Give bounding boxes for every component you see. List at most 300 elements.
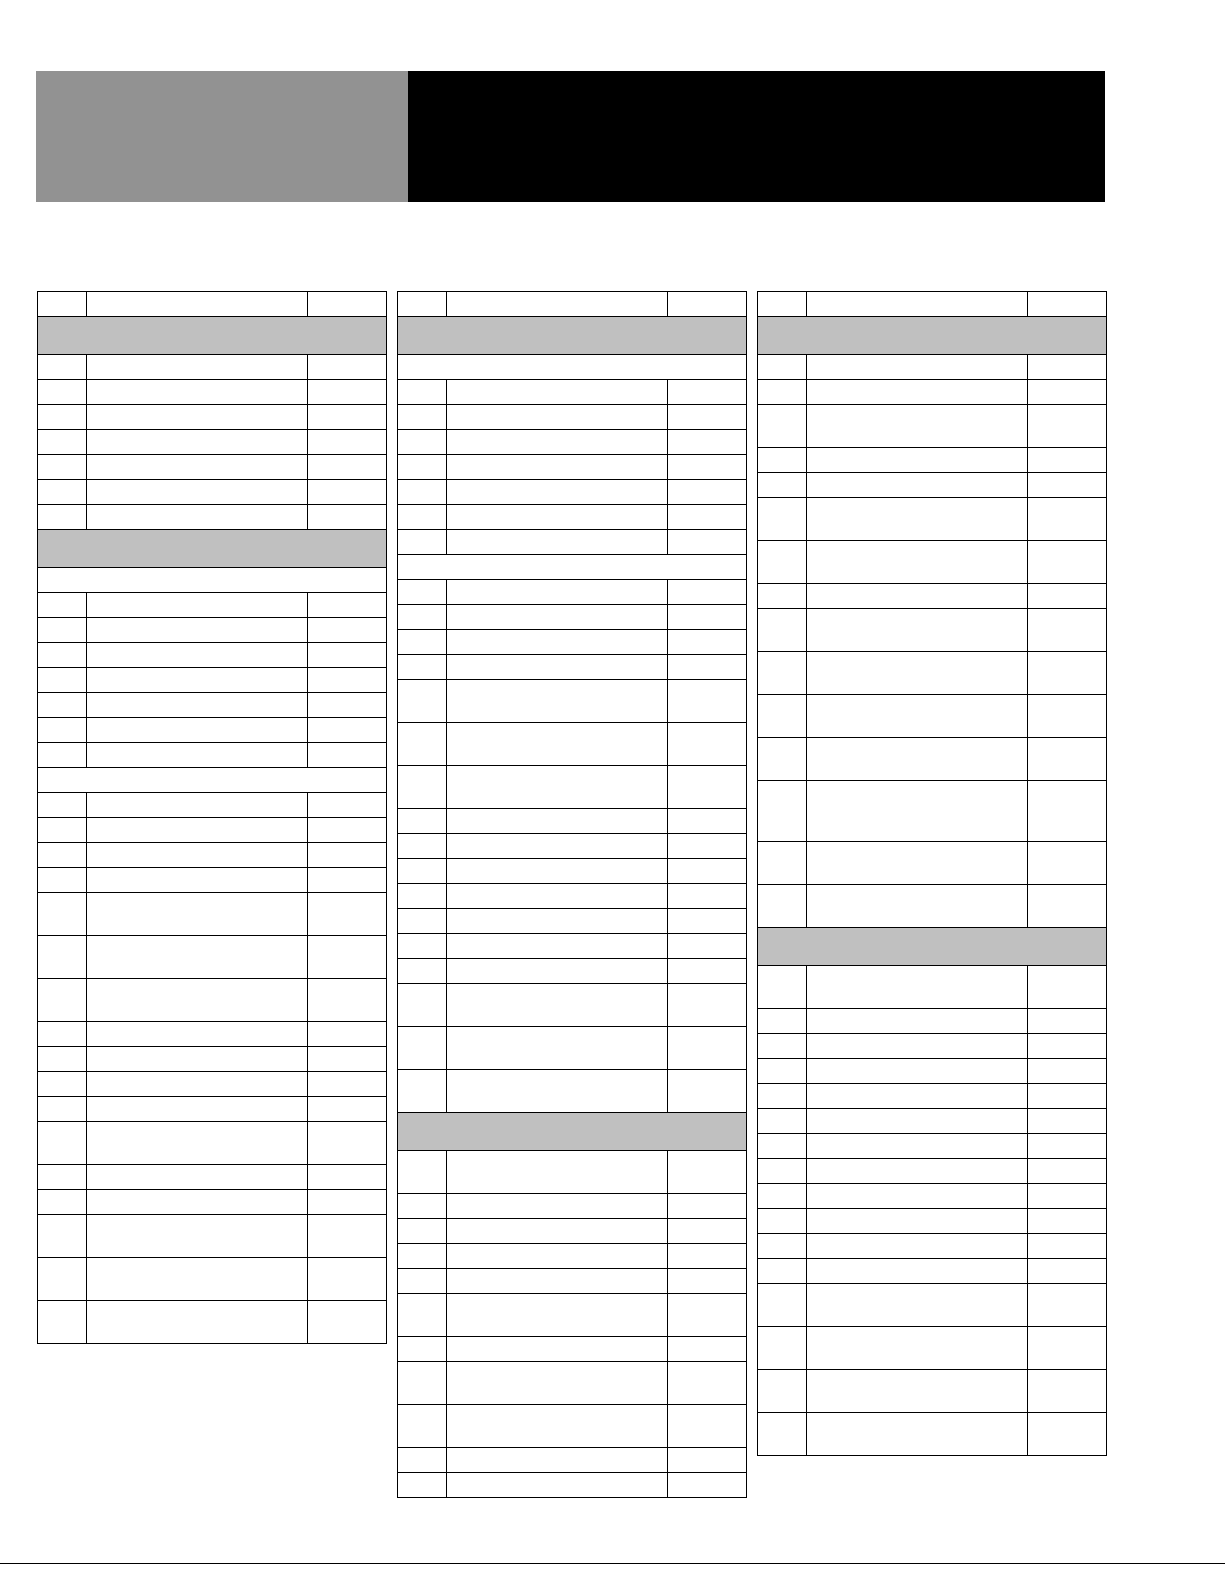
header-banner-gray: [36, 71, 408, 202]
table-row: [38, 843, 386, 868]
table-row: [38, 743, 386, 768]
table-row: [38, 430, 386, 455]
table-row: [38, 1165, 386, 1190]
table-cell: [398, 959, 447, 983]
table-row: [398, 1337, 746, 1362]
table-cell: [758, 695, 807, 737]
table-cell: [38, 1097, 87, 1121]
header-left-title: [36, 71, 408, 111]
table-row: [38, 405, 386, 430]
table-header-row: [398, 292, 746, 317]
table-cell: [758, 448, 807, 472]
table-cell: [807, 1209, 1028, 1233]
table-cell: [308, 1072, 386, 1096]
table-cell: [668, 859, 746, 883]
table-cell: [758, 1109, 807, 1133]
table-row: [38, 455, 386, 480]
table-cell: [38, 868, 87, 892]
table-cell: [807, 1234, 1028, 1258]
table-cell: [668, 380, 746, 404]
table-row: [398, 1405, 746, 1448]
table-cell: [87, 1022, 308, 1046]
table-cell: [807, 473, 1028, 497]
subsection-row: [38, 768, 386, 793]
table-cell: [447, 1294, 668, 1336]
table-cell: [758, 405, 807, 447]
table-cell: [398, 1151, 447, 1193]
header-cell: [1028, 292, 1106, 316]
table-cell: [398, 909, 447, 933]
table-row: [398, 505, 746, 530]
table-cell: [38, 593, 87, 617]
header-cell: [87, 292, 308, 316]
table-row: [758, 1284, 1106, 1327]
table-row: [398, 405, 746, 430]
table-cell: [1028, 1284, 1106, 1326]
table-cell: [668, 766, 746, 808]
table-cell: [1028, 1009, 1106, 1033]
table-cell: [1028, 695, 1106, 737]
section-header: [758, 317, 1106, 355]
table-cell: [1028, 609, 1106, 651]
table-cell: [447, 1244, 668, 1268]
table-cell: [398, 884, 447, 908]
table-cell: [38, 405, 87, 429]
table-row: [398, 984, 746, 1027]
table-cell: [447, 909, 668, 933]
table-cell: [398, 859, 447, 883]
table-cell: [1028, 498, 1106, 540]
table-cell: [87, 1215, 308, 1257]
table-cell: [1028, 584, 1106, 608]
table-cell: [308, 893, 386, 935]
table-cell: [447, 680, 668, 722]
table-row: [398, 1244, 746, 1269]
table-cell: [668, 1151, 746, 1193]
table-cell: [447, 380, 668, 404]
table-cell: [807, 966, 1028, 1008]
table-cell: [87, 1165, 308, 1189]
table-cell: [38, 718, 87, 742]
table-row: [758, 541, 1106, 584]
table-row: [758, 498, 1106, 541]
table-row: [758, 1259, 1106, 1284]
table-row: [758, 695, 1106, 738]
table-row: [758, 355, 1106, 380]
table-cell: [308, 618, 386, 642]
table-cell: [807, 652, 1028, 694]
table-cell: [87, 405, 308, 429]
table-cell: [668, 909, 746, 933]
table-row: [38, 693, 386, 718]
table-row: [758, 448, 1106, 473]
table-cell: [758, 652, 807, 694]
table-cell: [447, 859, 668, 883]
table-cell: [87, 1097, 308, 1121]
table-row: [38, 1190, 386, 1215]
table-row: [758, 1009, 1106, 1034]
table-cell: [87, 693, 308, 717]
table-cell: [38, 480, 87, 504]
table-cell: [447, 934, 668, 958]
table-cell: [398, 455, 447, 479]
table-cell: [447, 405, 668, 429]
table-cell: [807, 1134, 1028, 1158]
table-cell: [398, 1448, 447, 1472]
table-cell: [807, 695, 1028, 737]
table-cell: [308, 480, 386, 504]
header-cell: [758, 292, 807, 316]
table-cell: [398, 1405, 447, 1447]
table-cell: [398, 630, 447, 654]
table-cell: [668, 605, 746, 629]
table-cell: [38, 979, 87, 1021]
table-cell: [38, 743, 87, 767]
table-cell: [807, 1284, 1028, 1326]
table-cell: [398, 766, 447, 808]
table-cell: [668, 959, 746, 983]
table-cell: [668, 934, 746, 958]
table-cell: [1028, 1059, 1106, 1083]
table-row: [38, 1097, 386, 1122]
table-cell: [308, 868, 386, 892]
table-cell: [38, 843, 87, 867]
table-cell: [398, 809, 447, 833]
table-row: [398, 605, 746, 630]
table-row: [38, 893, 386, 936]
table-row: [398, 766, 746, 809]
table-cell: [668, 505, 746, 529]
table-cell: [1028, 885, 1106, 927]
table-cell: [758, 609, 807, 651]
table-cell: [38, 818, 87, 842]
table-cell: [398, 1219, 447, 1243]
table-cell: [668, 655, 746, 679]
table-cell: [308, 505, 386, 529]
table-cell: [807, 498, 1028, 540]
table-cell: [308, 693, 386, 717]
table-row: [758, 1084, 1106, 1109]
header-banner-black: [408, 71, 1105, 202]
table-cell: [668, 809, 746, 833]
table-header-row: [38, 292, 386, 317]
table-cell: [807, 405, 1028, 447]
table-cell: [38, 1301, 87, 1343]
table-cell: [87, 843, 308, 867]
table-cell: [807, 380, 1028, 404]
table-cell: [87, 355, 308, 379]
table-cell: [38, 1122, 87, 1164]
table-row: [398, 1448, 746, 1473]
table-row: [38, 793, 386, 818]
table-cell: [87, 643, 308, 667]
table-cell: [668, 630, 746, 654]
table-cell: [38, 618, 87, 642]
table-cell: [447, 766, 668, 808]
table-row: [38, 618, 386, 643]
table-cell: [398, 405, 447, 429]
table-cell: [87, 455, 308, 479]
section-header: [398, 317, 746, 355]
table-cell: [807, 1034, 1028, 1058]
table-cell: [87, 818, 308, 842]
table-cell: [308, 1047, 386, 1071]
table-cell: [398, 430, 447, 454]
table-row: [398, 1194, 746, 1219]
table-row: [38, 593, 386, 618]
table-cell: [758, 541, 807, 583]
table-column-1: [37, 291, 387, 1344]
subsection-row: [398, 555, 746, 580]
table-cell: [758, 1084, 807, 1108]
table-row: [758, 584, 1106, 609]
table-cell: [308, 1215, 386, 1257]
table-cell: [807, 1084, 1028, 1108]
table-row: [38, 380, 386, 405]
table-row: [398, 1027, 746, 1070]
table-cell: [308, 1258, 386, 1300]
table-cell: [807, 781, 1028, 841]
table-cell: [308, 718, 386, 742]
table-cell: [87, 1190, 308, 1214]
table-row: [38, 668, 386, 693]
table-header-row: [758, 292, 1106, 317]
table-cell: [447, 480, 668, 504]
table-cell: [38, 1190, 87, 1214]
table-cell: [758, 1209, 807, 1233]
table-cell: [758, 1034, 807, 1058]
table-cell: [87, 1072, 308, 1096]
table-cell: [38, 1258, 87, 1300]
table-cell: [758, 738, 807, 780]
table-cell: [398, 723, 447, 765]
table-cell: [447, 1405, 668, 1447]
table-row: [38, 979, 386, 1022]
table-cell: [1028, 966, 1106, 1008]
table-cell: [447, 1219, 668, 1243]
table-cell: [807, 355, 1028, 379]
table-cell: [398, 934, 447, 958]
table-cell: [807, 738, 1028, 780]
table-cell: [668, 1219, 746, 1243]
table-cell: [38, 1165, 87, 1189]
table-cell: [758, 966, 807, 1008]
table-row: [758, 1327, 1106, 1370]
table-cell: [38, 380, 87, 404]
table-row: [398, 959, 746, 984]
table-row: [38, 718, 386, 743]
table-cell: [87, 430, 308, 454]
table-cell: [1028, 1327, 1106, 1369]
table-cell: [758, 355, 807, 379]
table-cell: [668, 1294, 746, 1336]
subsection-row: [38, 568, 386, 593]
table-cell: [308, 1122, 386, 1164]
table-cell: [1028, 448, 1106, 472]
table-row: [38, 480, 386, 505]
table-cell: [308, 455, 386, 479]
table-row: [758, 1059, 1106, 1084]
table-cell: [447, 1027, 668, 1069]
header-right-title: [408, 71, 1105, 111]
table-cell: [447, 984, 668, 1026]
table-cell: [668, 405, 746, 429]
table-cell: [807, 1370, 1028, 1412]
table-cell: [398, 1244, 447, 1268]
table-cell: [668, 455, 746, 479]
table-cell: [87, 793, 308, 817]
table-cell: [447, 530, 668, 554]
table-cell: [38, 1072, 87, 1096]
table-cell: [398, 380, 447, 404]
table-cell: [308, 1022, 386, 1046]
table-cell: [807, 541, 1028, 583]
table-cell: [38, 893, 87, 935]
table-cell: [758, 1009, 807, 1033]
table-row: [758, 1159, 1106, 1184]
table-cell: [398, 605, 447, 629]
table-cell: [668, 1269, 746, 1293]
table-cell: [807, 885, 1028, 927]
table-cell: [447, 1070, 668, 1112]
table-row: [38, 505, 386, 530]
table-cell: [1028, 842, 1106, 884]
table-cell: [87, 1122, 308, 1164]
table-cell: [1028, 355, 1106, 379]
section-header: [398, 1113, 746, 1151]
table-row: [758, 473, 1106, 498]
table-cell: [87, 718, 308, 742]
table-row: [758, 1370, 1106, 1413]
table-cell: [668, 1405, 746, 1447]
table-cell: [1028, 405, 1106, 447]
table-row: [38, 1047, 386, 1072]
table-cell: [758, 473, 807, 497]
table-cell: [308, 593, 386, 617]
table-row: [758, 405, 1106, 448]
table-cell: [308, 1301, 386, 1343]
table-cell: [1028, 541, 1106, 583]
table-cell: [668, 430, 746, 454]
table-cell: [308, 1165, 386, 1189]
table-cell: [758, 885, 807, 927]
table-row: [758, 1234, 1106, 1259]
table-row: [398, 809, 746, 834]
table-cell: [668, 1362, 746, 1404]
table-cell: [758, 1370, 807, 1412]
table-row: [758, 380, 1106, 405]
table-cell: [668, 1070, 746, 1112]
table-cell: [1028, 1034, 1106, 1058]
table-cell: [447, 655, 668, 679]
table-cell: [758, 1284, 807, 1326]
table-cell: [1028, 738, 1106, 780]
table-cell: [1028, 1209, 1106, 1233]
header-cell: [398, 292, 447, 316]
table-cell: [308, 743, 386, 767]
table-row: [758, 652, 1106, 695]
table-cell: [87, 936, 308, 978]
table-cell: [758, 498, 807, 540]
table-cell: [807, 1159, 1028, 1183]
table-cell: [807, 1327, 1028, 1369]
table-cell: [87, 1047, 308, 1071]
table-cell: [38, 643, 87, 667]
table-cell: [447, 580, 668, 604]
table-cell: [308, 936, 386, 978]
table-cell: [398, 680, 447, 722]
table-cell: [1028, 1159, 1106, 1183]
subsection-row: [398, 355, 746, 380]
table-row: [38, 1215, 386, 1258]
table-cell: [87, 893, 308, 935]
table-row: [398, 630, 746, 655]
table-cell: [758, 1159, 807, 1183]
table-row: [398, 480, 746, 505]
table-cell: [38, 1022, 87, 1046]
table-cell: [1028, 781, 1106, 841]
table-row: [758, 781, 1106, 842]
table-cell: [308, 818, 386, 842]
table-cell: [758, 584, 807, 608]
table-cell: [1028, 1084, 1106, 1108]
table-column-2: [397, 291, 747, 1498]
table-cell: [398, 580, 447, 604]
table-row: [398, 1070, 746, 1113]
table-cell: [668, 984, 746, 1026]
table-cell: [38, 668, 87, 692]
table-row: [758, 1413, 1106, 1456]
table-cell: [87, 668, 308, 692]
table-row: [758, 1209, 1106, 1234]
table-cell: [447, 723, 668, 765]
table-cell: [447, 1337, 668, 1361]
table-cell: [1028, 1413, 1106, 1455]
table-cell: [398, 1027, 447, 1069]
table-cell: [807, 609, 1028, 651]
section-header: [38, 317, 386, 355]
header-cell: [668, 292, 746, 316]
table-cell: [447, 455, 668, 479]
table-cell: [38, 1047, 87, 1071]
table-row: [38, 1258, 386, 1301]
table-cell: [308, 1097, 386, 1121]
table-row: [758, 966, 1106, 1009]
table-cell: [807, 1413, 1028, 1455]
table-cell: [87, 505, 308, 529]
table-cell: [87, 979, 308, 1021]
table-cell: [87, 1258, 308, 1300]
table-column-3: [757, 291, 1107, 1456]
table-row: [758, 609, 1106, 652]
header-cell: [38, 292, 87, 316]
table-cell: [758, 1184, 807, 1208]
table-row: [398, 934, 746, 959]
table-cell: [87, 480, 308, 504]
table-row: [38, 868, 386, 893]
table-cell: [1028, 1134, 1106, 1158]
table-cell: [758, 842, 807, 884]
table-cell: [1028, 652, 1106, 694]
table-cell: [758, 1413, 807, 1455]
section-header: [38, 530, 386, 568]
table-row: [398, 580, 746, 605]
table-cell: [447, 430, 668, 454]
table-cell: [398, 530, 447, 554]
table-row: [38, 1122, 386, 1165]
table-cell: [38, 505, 87, 529]
table-cell: [807, 1009, 1028, 1033]
